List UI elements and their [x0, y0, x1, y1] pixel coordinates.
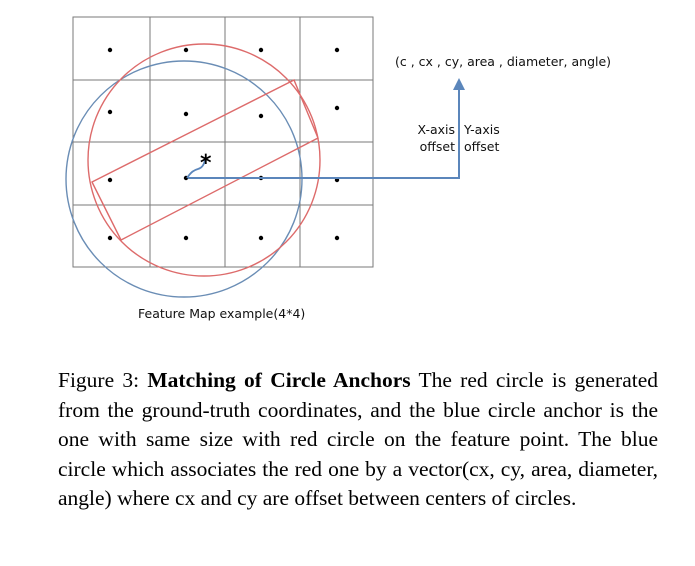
feature-point-dot: [259, 236, 263, 240]
caption-label: Figure 3:: [58, 368, 140, 392]
feature-map-grid: [73, 17, 373, 267]
feature-point-dot: [184, 48, 188, 52]
ground-truth-center-marker: *: [200, 151, 212, 176]
x-axis-offset-line2: offset: [419, 139, 455, 154]
caption-title: Matching of Circle Anchors: [147, 368, 411, 392]
feature-point-dot: [335, 106, 339, 110]
feature-point-dot: [259, 114, 263, 118]
feature-point-dot: [108, 48, 112, 52]
feature-point-dot: [108, 178, 112, 182]
y-axis-offset-line2: offset: [464, 139, 500, 154]
arrow-head-icon: [453, 78, 465, 90]
figure-caption: [58, 366, 658, 514]
feature-point-dot: [335, 236, 339, 240]
feature-point-dot: [184, 236, 188, 240]
feature-points: [108, 48, 339, 240]
feature-point-dot: [259, 48, 263, 52]
feature-point-dot: [184, 112, 188, 116]
feature-point-dot: [335, 48, 339, 52]
caption-body: The red circle is generated from the ground-truth coordinates, and the blue circle anchor is the one with same size with red circle on the feature point. The blue circle which associates the red one by a vector(cx, cy, area, diameter, angle) where cx and cy are offset between centers of circles.: [58, 368, 659, 510]
y-axis-offset-line1: Y-axis: [464, 122, 500, 137]
x-axis-offset-line1: X-axis: [417, 122, 455, 137]
feature-point-dot: [108, 236, 112, 240]
feature-map-label: Feature Map example(4*4): [138, 306, 306, 321]
feature-point-dot: [108, 110, 112, 114]
vector-label: (c , cx , cy, area , diameter, angle): [395, 54, 612, 69]
